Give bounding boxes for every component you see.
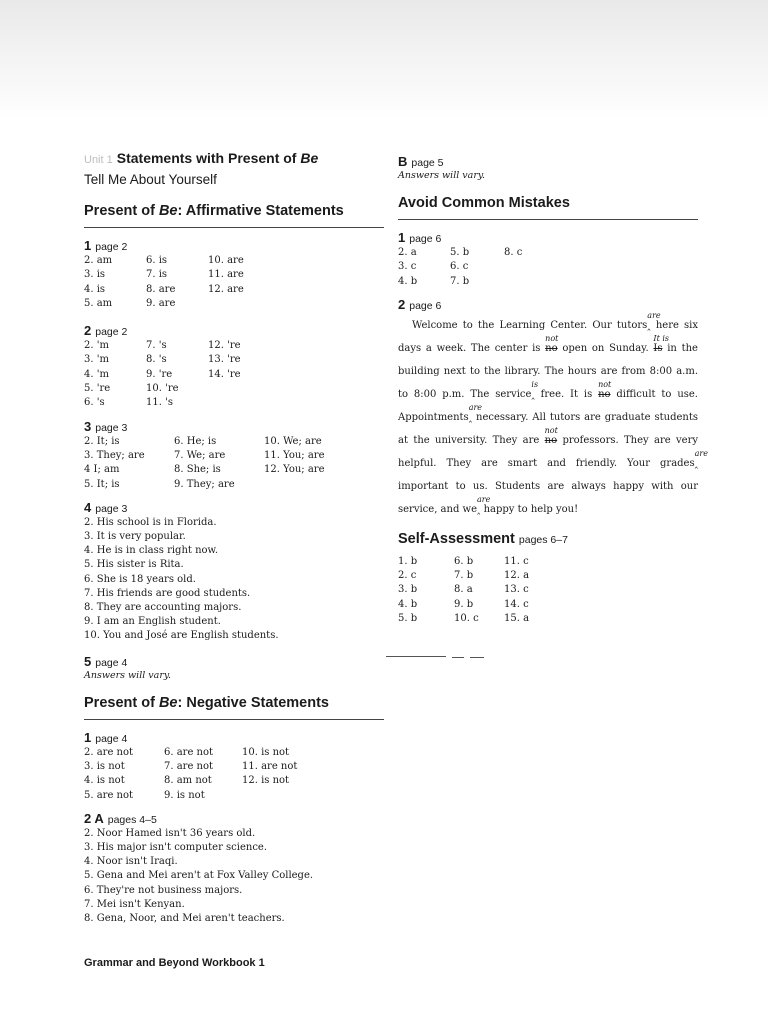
answer-col — [146, 254, 208, 311]
answer-item: 7. b — [450, 275, 470, 287]
exercise-heading: B page 5 — [398, 154, 444, 169]
answer-item: 9. 're — [146, 368, 173, 380]
answer-item: 3. is — [84, 269, 106, 281]
answer-item: 5. Gena and Mei aren't at Fox Valley College. — [84, 870, 314, 882]
divider — [84, 227, 384, 228]
answer-col — [504, 246, 564, 289]
answer-item: 11. You; are — [264, 449, 325, 461]
answer-item: 9. They; are — [174, 478, 235, 490]
divider — [386, 656, 446, 657]
answer-item: 11. c — [504, 555, 529, 567]
answer-item: 10. You and José are English students. — [84, 630, 279, 642]
answer-item: 9. are — [146, 297, 176, 309]
answer-item: 4. Noor isn't Iraqi. — [84, 856, 178, 868]
answer-item: 4. is — [84, 283, 106, 295]
correction-mark: It is Is — [653, 333, 669, 354]
answer-col — [398, 555, 454, 626]
answer-item: 6. He; is — [174, 435, 217, 447]
exercise-heading: 3 page 3 — [84, 418, 128, 434]
answer-item: 12. a — [504, 570, 530, 582]
answer-item: 2. Noor Hamed isn't 36 years old. — [84, 827, 256, 839]
exercise-heading: 1 page 2 — [84, 238, 128, 253]
answer-col — [84, 339, 146, 410]
answer-item: 15. a — [504, 613, 530, 625]
answer-item: 9. is not — [164, 789, 205, 801]
answer-item: 2. 'm — [84, 340, 109, 352]
affirmative-heading: Present of Be: Affirmative Statements — [84, 203, 344, 219]
answer-col — [242, 746, 322, 803]
answer-col — [174, 435, 264, 492]
answer-item: 6. b — [454, 555, 474, 567]
answer-item: 5. am — [84, 297, 113, 309]
answer-item: 7. Mei isn't Kenyan. — [84, 898, 185, 910]
answer-item: 3. They; are — [84, 449, 145, 461]
answer-item: 2. a — [398, 247, 417, 258]
mistakes-heading: Avoid Common Mistakes — [398, 195, 570, 211]
right-column — [398, 154, 708, 626]
answer-item: 12. are — [208, 283, 244, 295]
answer-item: 6. is — [146, 255, 168, 266]
answer-item: 6. c — [450, 261, 469, 273]
answer-item: 2. are not — [84, 746, 134, 758]
correction-mark: are ‸ — [477, 494, 491, 515]
answer-item: 6. They're not business majors. — [84, 884, 243, 896]
answer-item: 6. 's — [84, 397, 105, 409]
answer-col — [398, 246, 450, 289]
divider — [398, 219, 698, 220]
answer-item: 11. are not — [242, 760, 298, 772]
subtitle: Tell Me About Yourself — [84, 172, 217, 187]
answer-item: 3. is not — [84, 760, 125, 772]
answer-item: 2. His school is in Florida. — [84, 516, 217, 528]
answer-grid — [84, 254, 384, 311]
answer-item: 4. is not — [84, 775, 125, 787]
answer-item: 7. is — [146, 269, 168, 281]
answer-item: 7. b — [454, 570, 474, 582]
correction-mark: not no — [545, 333, 559, 354]
answer-item: 7. His friends are good students. — [84, 587, 251, 599]
answer-grid — [84, 435, 384, 492]
answer-item: 3. It is very popular. — [84, 531, 186, 543]
correction-mark: are ‸ — [647, 310, 661, 331]
answer-item: 6. She is 18 years old. — [84, 573, 196, 585]
answer-item: 3. 'm — [84, 354, 109, 366]
correction-mark: not no — [598, 379, 612, 400]
answer-item: 8. They are accounting majors. — [84, 602, 242, 614]
correction-mark: are ‸ — [468, 402, 483, 423]
unit-title: Unit 1 Statements with Present of Be — [84, 150, 319, 166]
answer-item: 7. are not — [164, 760, 214, 772]
answer-item: 14. 're — [208, 368, 241, 380]
answer-item: 8. am not — [164, 775, 212, 787]
answer-item: 4 I; am — [84, 464, 120, 476]
answer-item: 5. His sister is Rita. — [84, 559, 184, 571]
answer-grid — [398, 246, 698, 289]
answer-item: 3. b — [398, 584, 418, 596]
answer-grid — [84, 339, 384, 410]
correction-mark: is ‸ — [531, 379, 539, 400]
self-assessment-heading: Self-Assessment pages 6–7 — [398, 530, 568, 547]
answer-item: 13. 're — [208, 354, 241, 366]
answer-item: 4. He is in class right now. — [84, 545, 219, 557]
answers-vary-note: Answers will vary. — [84, 669, 172, 681]
answer-item: 11. are — [208, 269, 244, 281]
divider — [452, 657, 464, 658]
answer-item: 10. c — [454, 613, 479, 625]
answer-item: 4. b — [398, 275, 418, 287]
answer-item: 13. c — [504, 584, 529, 596]
answer-item: 3. c — [398, 261, 417, 273]
answer-item: 5. b — [398, 613, 418, 625]
answer-item: 7. We; are — [174, 449, 226, 461]
answer-list — [84, 516, 384, 644]
answer-item: 2. c — [398, 570, 417, 582]
correction-mark: not no — [544, 425, 558, 446]
answer-col — [450, 246, 504, 289]
answer-item: 2. It; is — [84, 435, 120, 447]
exercise-heading: 2 A pages 4–5 — [84, 810, 157, 826]
answer-item: 2. am — [84, 255, 113, 266]
answer-col — [264, 435, 344, 492]
answer-grid — [398, 555, 698, 626]
unit-label: Unit 1 — [84, 154, 113, 166]
answer-item: 10. is not — [242, 746, 290, 758]
answer-item: 8. She; is — [174, 464, 221, 476]
answer-col — [84, 435, 174, 492]
answer-item: 10. are — [208, 255, 244, 266]
answer-item: 14. c — [504, 598, 529, 610]
corrected-paragraph: Welcome to the Learning Center. Our tutors are ‸ here six days a week. The center is not no open on Sunday. It is Is in the building next to the library. The hours are from 8:00 a.m. to 8:00 p.m. The service is ‸ free. It is not no difficult to use. Appointments are ‸ necessary. All tutors are graduate students at the university. They are not no professors. They are very helpful. They are smart and friendly. Your grades are ‸ important to us. Students are always happy with our service, and we are ‸ happy to help you! — [398, 314, 698, 521]
answer-item: 8. are — [146, 283, 176, 295]
correction-mark: are ‸ — [694, 448, 708, 469]
answer-item: 4. 'm — [84, 368, 109, 380]
answer-item: 5. 're — [84, 383, 111, 395]
answer-col — [454, 555, 504, 626]
answer-col — [84, 254, 146, 311]
answer-item: 10. 're — [146, 383, 179, 395]
answer-grid — [84, 746, 384, 803]
answer-col — [84, 746, 164, 803]
answer-col — [146, 339, 208, 410]
answer-item: 10. We; are — [264, 435, 322, 447]
answer-item: 9. I am an English student. — [84, 616, 221, 628]
exercise-heading: 1 page 6 — [398, 230, 442, 245]
answer-item: 9. b — [454, 598, 474, 610]
answer-item: 1. b — [398, 555, 418, 567]
answer-item: 6. are not — [164, 746, 214, 758]
answer-item: 7. 's — [146, 340, 167, 352]
exercise-heading: 2 page 2 — [84, 323, 128, 339]
negative-heading: Present of Be: Negative Statements — [84, 694, 329, 711]
answer-col — [504, 555, 564, 626]
exercise-heading: 5 page 4 — [84, 653, 128, 669]
answer-item: 12. You; are — [264, 464, 325, 476]
answer-item: 5. It; is — [84, 478, 120, 490]
exercise-heading: 4 page 3 — [84, 499, 128, 515]
answer-item: 5. are not — [84, 789, 134, 801]
answer-item: 4. b — [398, 598, 418, 610]
answer-item: 12. is not — [242, 775, 290, 787]
answer-item: 5. b — [450, 247, 470, 258]
answer-list — [84, 827, 384, 926]
answer-item: 8. a — [454, 584, 473, 596]
page-footer: Grammar and Beyond Workbook 1 — [84, 957, 265, 969]
answer-item: 8. Gena, Noor, and Mei aren't teachers. — [84, 913, 285, 925]
answer-col — [208, 339, 288, 410]
scan-background — [0, 0, 768, 120]
exercise-heading: 2 page 6 — [398, 296, 442, 312]
answer-item: 3. His major isn't computer science. — [84, 842, 268, 854]
answer-col — [208, 254, 288, 311]
answer-item: 11. 's — [146, 397, 173, 409]
answer-item: 8. c — [504, 247, 523, 258]
answer-item: 8. 's — [146, 354, 167, 366]
divider — [470, 657, 484, 658]
exercise-heading: 1 page 4 — [84, 729, 128, 745]
answers-vary-note: Answers will vary. — [398, 170, 486, 181]
left-column — [84, 150, 384, 926]
divider — [84, 719, 384, 720]
answer-col — [164, 746, 242, 803]
answer-item: 12. 're — [208, 340, 241, 352]
